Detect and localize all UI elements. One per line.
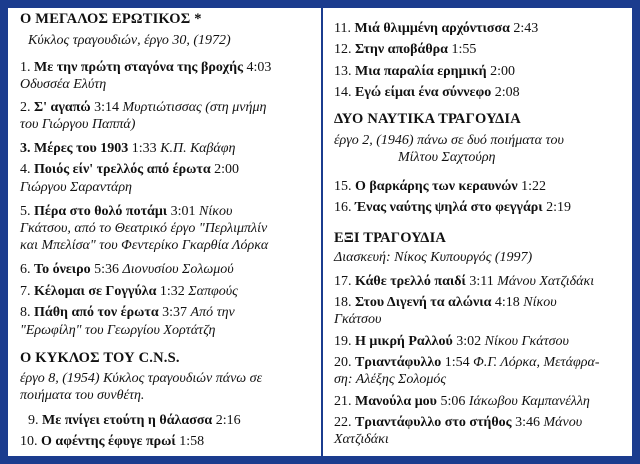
track-number: 20. bbox=[334, 355, 352, 370]
track-title: Με την πρώτη σταγόνα της βροχής bbox=[34, 60, 243, 75]
track-title: Με πνίγει ετούτη η θάλασσα bbox=[42, 413, 213, 428]
track-6 bbox=[20, 261, 234, 278]
track-number: 19. bbox=[334, 334, 352, 349]
track-title: Σ' αγαπώ bbox=[34, 100, 91, 115]
track-credit: Φ.Γ. Λόρκα, Μετάφρα- bbox=[473, 355, 600, 370]
track-22 bbox=[334, 414, 582, 431]
track-number: 9. bbox=[28, 413, 39, 428]
track-title: Τριαντάφυλλο bbox=[355, 355, 442, 370]
track-duration: 5:36 bbox=[94, 262, 120, 277]
track-16 bbox=[334, 199, 571, 216]
track-duration: 3:46 bbox=[515, 415, 540, 430]
track-duration: 1:22 bbox=[521, 179, 547, 194]
track-credit: Γιώργου Σαραντάρη bbox=[20, 180, 132, 195]
track-number: 17. bbox=[334, 274, 352, 289]
track-duration: 3:02 bbox=[456, 334, 482, 349]
track-3 bbox=[20, 140, 235, 157]
track-credit: Ιάκωβου Καμπανέλλη bbox=[468, 394, 590, 409]
track-21 bbox=[334, 393, 590, 410]
track-number: 4. bbox=[20, 162, 31, 177]
track-title: Ποιός είν' τρελλός από έρωτα bbox=[34, 162, 211, 177]
track-credit: Νίκου Γκάτσου bbox=[484, 334, 569, 349]
track-10 bbox=[20, 433, 204, 450]
track-number: 10. bbox=[20, 434, 38, 449]
section-subtitle: έργο 2, (1946) πάνω σε δυό ποιήματα του bbox=[334, 133, 564, 148]
track-title: Πέρα στο θολό ποτάμι bbox=[34, 204, 168, 219]
track-credit: Μάνου bbox=[543, 415, 583, 430]
track-duration: 2:16 bbox=[215, 413, 241, 428]
track-1 bbox=[20, 59, 271, 76]
track-credit: ση: Αλέξης Σολομός bbox=[334, 372, 447, 387]
track-18 bbox=[334, 294, 557, 311]
track-duration: 3:14 bbox=[94, 100, 120, 115]
column-divider bbox=[321, 8, 323, 456]
track-title: Μιά θλιμμένη αρχόντισσα bbox=[354, 21, 510, 36]
section-title: ΔΥΟ ΝΑΥΤΙΚΑ ΤΡΑΓΟΥΔΙΑ bbox=[334, 111, 521, 127]
track-duration: 2:43 bbox=[513, 21, 539, 36]
track-number: 11. bbox=[334, 21, 351, 36]
track-duration: 4:03 bbox=[246, 60, 272, 75]
liner-notes-sheet bbox=[8, 8, 632, 456]
track-credit: Από την bbox=[190, 305, 235, 320]
track-17 bbox=[334, 273, 594, 290]
track-number: 2. bbox=[20, 100, 31, 115]
track-title: Το όνειρο bbox=[34, 262, 91, 277]
track-title: Εγώ είμαι ένα σύννεφο bbox=[355, 85, 492, 100]
track-15 bbox=[334, 178, 546, 195]
track-credit: Μάνου Χατζιδάκι bbox=[497, 274, 595, 289]
section-subtitle: Κύκλος τραγουδιών, έργο 30, (1972) bbox=[28, 33, 231, 48]
track-number: 1. bbox=[20, 60, 31, 75]
track-credit: Νίκου bbox=[199, 204, 233, 219]
track-duration: 2:08 bbox=[494, 85, 520, 100]
track-13 bbox=[334, 63, 515, 80]
track-title: Μια παραλία ερημική bbox=[355, 64, 487, 79]
track-duration: 3:01 bbox=[170, 204, 196, 219]
track-duration: 1:55 bbox=[451, 42, 477, 57]
track-title: Κάθε τρελλό παιδί bbox=[355, 274, 466, 289]
track-11 bbox=[334, 20, 538, 37]
track-duration: 5:06 bbox=[440, 394, 466, 409]
track-number: 12. bbox=[334, 42, 352, 57]
track-duration: 2:19 bbox=[546, 200, 571, 215]
track-duration: 3:37 bbox=[162, 305, 188, 320]
track-number: 21. bbox=[334, 394, 352, 409]
track-credit: και Μπελίσα" του Φεντερίκο Γκαρθία Λόρκα bbox=[20, 238, 269, 253]
track-title: Μέρες του 1903 bbox=[34, 141, 129, 156]
track-duration: 1:33 bbox=[131, 141, 157, 156]
track-credit: του Γιώργου Παππά) bbox=[20, 117, 136, 132]
track-number: 3. bbox=[20, 141, 31, 156]
track-credit: Γκάτσου, από το Θεατρικό έργο "Περλιμπλίν bbox=[20, 221, 268, 236]
track-title: Τριαντάφυλλο στο στήθος bbox=[355, 415, 512, 430]
track-title: Πάθη από τον έρωτα bbox=[34, 305, 159, 320]
track-14 bbox=[334, 84, 520, 101]
section-subtitle: ποιήματα του συνθέτη. bbox=[20, 388, 145, 403]
track-19 bbox=[334, 333, 569, 350]
track-title: Η μικρή Ραλλού bbox=[355, 334, 453, 349]
track-credit: Κ.Π. Καβάφη bbox=[160, 141, 236, 156]
track-20 bbox=[334, 354, 600, 371]
track-title: Ένας ναύτης ψηλά στο φεγγάρι bbox=[355, 200, 543, 215]
section-subtitle: Διασκευή: Νίκος Κυπουργός (1997) bbox=[334, 250, 533, 265]
track-duration: 2:00 bbox=[214, 162, 240, 177]
track-title: Στου Διγενή τα αλώνια bbox=[355, 295, 492, 310]
track-credit: Χατζιδάκι bbox=[334, 432, 389, 447]
track-7 bbox=[20, 283, 238, 300]
track-duration: 1:58 bbox=[179, 434, 205, 449]
track-number: 13. bbox=[334, 64, 352, 79]
track-credit: Σαπφούς bbox=[188, 284, 238, 299]
track-2 bbox=[20, 99, 266, 116]
track-number: 7. bbox=[20, 284, 31, 299]
section-subtitle: έργο 8, (1954) Κύκλος τραγουδιών πάνω σε bbox=[20, 371, 263, 386]
track-duration: 4:18 bbox=[494, 295, 520, 310]
track-credit: "Ερωφίλη" του Γεωργίου Χορτάτζη bbox=[20, 323, 216, 338]
track-4 bbox=[20, 161, 239, 178]
track-number: 6. bbox=[20, 262, 31, 277]
track-9 bbox=[28, 412, 241, 429]
track-title: Κέλομαι σε Γογγύλα bbox=[34, 284, 157, 299]
track-credit: Μυρτιώτισσας (στη μνήμη bbox=[122, 100, 267, 115]
track-number: 15. bbox=[334, 179, 352, 194]
track-number: 8. bbox=[20, 305, 31, 320]
track-duration: 3:11 bbox=[469, 274, 494, 289]
track-number: 5. bbox=[20, 204, 31, 219]
track-number: 18. bbox=[334, 295, 352, 310]
track-credit: Διονυσίου Σολωμού bbox=[122, 262, 234, 277]
track-duration: 1:54 bbox=[444, 355, 470, 370]
section-title: Ο ΜΕΓΑΛΟΣ ΕΡΩΤΙΚΟΣ * bbox=[20, 11, 202, 27]
section-title: Ο ΚΥΚΛΟΣ ΤΟΥ C.N.S. bbox=[20, 350, 180, 366]
track-title: Μανούλα μου bbox=[355, 394, 437, 409]
track-number: 22. bbox=[334, 415, 352, 430]
track-duration: 1:32 bbox=[159, 284, 185, 299]
track-number: 16. bbox=[334, 200, 352, 215]
section-title: ΕΞΙ ΤΡΑΓΟΥΔΙΑ bbox=[334, 230, 447, 246]
track-duration: 2:00 bbox=[490, 64, 516, 79]
track-number: 14. bbox=[334, 85, 352, 100]
track-credit: Γκάτσου bbox=[334, 312, 382, 327]
track-12 bbox=[334, 41, 476, 58]
track-title: Ο βαρκάρης των κεραυνών bbox=[355, 179, 518, 194]
track-credit: Νίκου bbox=[523, 295, 557, 310]
track-title: Στην αποβάθρα bbox=[355, 42, 448, 57]
section-subtitle: Μίλτου Σαχτούρη bbox=[398, 150, 496, 165]
track-5 bbox=[20, 203, 232, 220]
track-8 bbox=[20, 304, 235, 321]
track-credit: Οδυσσέα Ελύτη bbox=[20, 77, 107, 92]
track-title: Ο αφέντης έφυγε πρωί bbox=[41, 434, 176, 449]
